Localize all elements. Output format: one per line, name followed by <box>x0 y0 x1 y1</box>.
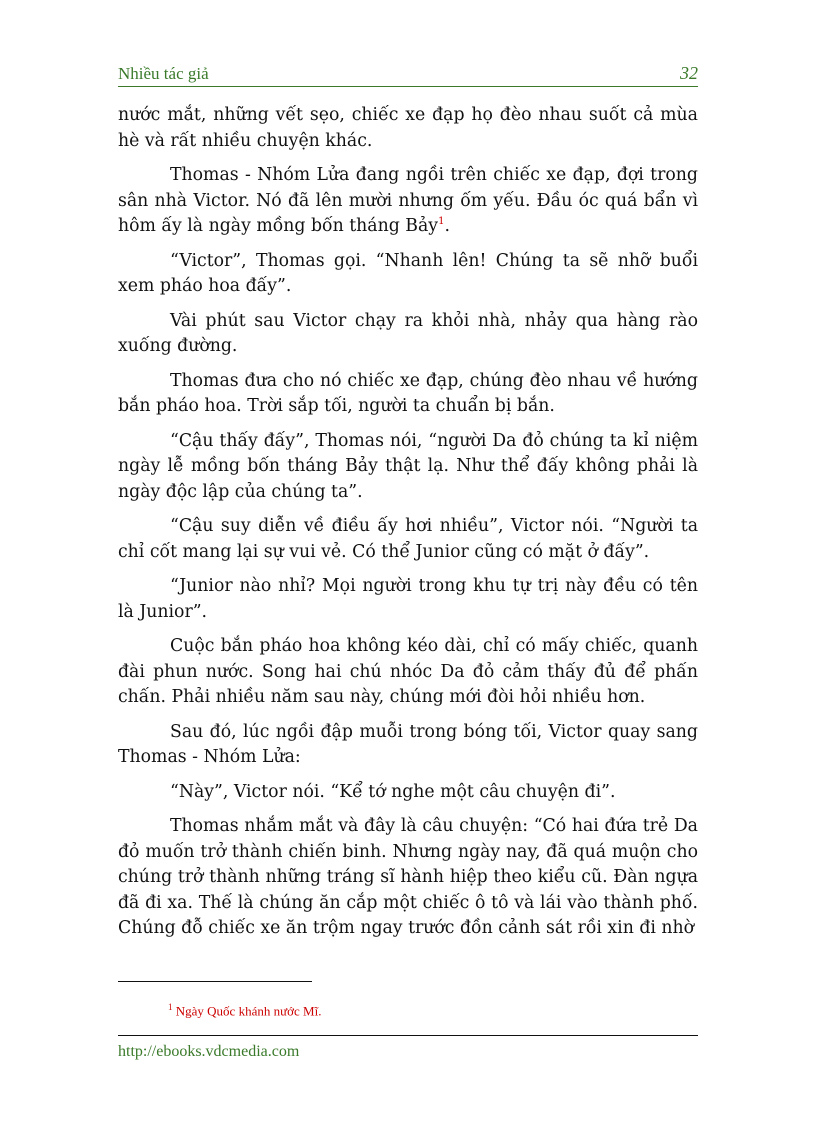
paragraph: Vài phút sau Victor chạy ra khỏi nhà, nhảy qua hàng rào xuống đường. <box>118 310 698 356</box>
paragraph-text: Thomas - Nhóm Lửa đang ngồi trên chiếc xe đạp, đợi trong sân nhà Victor. Nó đã lên mười nhưng ốm yếu. Đầu óc quá bẩn vì hôm ấy là ngày mồng bốn tháng Bảy <box>118 165 698 236</box>
body-text <box>118 103 698 951</box>
paragraph: Thomas đưa cho nó chiếc xe đạp, chúng đèo nhau về hướng bắn pháo hoa. Trời sắp tối, người ta chuẩn bị bắn. <box>118 370 698 416</box>
paragraph: Thomas nhắm mắt và đây là câu chuyện: “Có hai đứa trẻ Da đỏ muốn trở thành chiến binh. Nhưng ngày nay, đã quá muộn cho chúng trở thành những tráng sĩ hành hiệp theo kiểu cũ. Đàn ngựa đã đi xa. Thế là chúng ăn cắp một chiếc ô tô và lái vào thành phố. Chúng đỗ chiếc xe ăn trộm ngay trước đồn cảnh sát rồi xin đi nhờ <box>118 816 698 938</box>
paragraph: “Junior nào nhỉ? Mọi người trong khu tự trị này đều có tên là Junior”. <box>118 576 698 622</box>
paragraph: Cuộc bắn pháo hoa không kéo dài, chỉ có mấy chiếc, quanh đài phun nước. Song hai chú nhóc Da đỏ cảm thấy đủ để phấn chấn. Phải nhiều năm sau này, chúng mới đòi hỏi nhiều hơn. <box>118 636 698 707</box>
footnote-text: Ngày Quốc khánh nước Mĩ. <box>172 1003 322 1019</box>
footer-divider <box>118 1035 698 1036</box>
footnote-reference[interactable]: 1 <box>438 216 445 228</box>
footnote <box>168 1002 321 1019</box>
paragraph-end: . <box>444 216 450 236</box>
footnote-marker: 1 <box>168 1002 173 1012</box>
book-author-title: Nhiều tác giả <box>118 64 209 83</box>
paragraph-with-footnote <box>118 163 698 240</box>
paragraph: “Này”, Victor nói. “Kể tớ nghe một câu chuyện đi”. <box>170 781 616 802</box>
paragraph: “Cậu thấy đấy”, Thomas nói, “người Da đỏ chúng ta kỉ niệm ngày lễ mồng bốn tháng Bảy thật lạ. Như thể đấy không phải là ngày độc lập của chúng ta”. <box>118 430 698 502</box>
footer-url-link[interactable]: http://ebooks.vdcmedia.com <box>118 1043 300 1060</box>
paragraph: “Cậu suy diễn về điều ấy hơi nhiều”, Victor nói. “Người ta chỉ cốt mang lại sự vui vẻ. Có thể Junior cũng có mặt ở đấy”. <box>118 516 698 562</box>
paragraph: Sau đó, lúc ngồi đập muỗi trong bóng tối, Victor quay sang Thomas - Nhóm Lửa: <box>118 721 698 767</box>
footnote-divider <box>118 981 312 982</box>
paragraph: “Victor”, Thomas gọi. “Nhanh lên! Chúng ta sẽ nhỡ buổi xem pháo hoa đấy”. <box>118 250 698 296</box>
paragraph: nước mắt, những vết sẹo, chiếc xe đạp họ đèo nhau suốt cả mùa hè và rất nhiều chuyện khác. <box>118 105 698 151</box>
page-header <box>118 62 698 87</box>
page-number: 32 <box>680 63 698 83</box>
